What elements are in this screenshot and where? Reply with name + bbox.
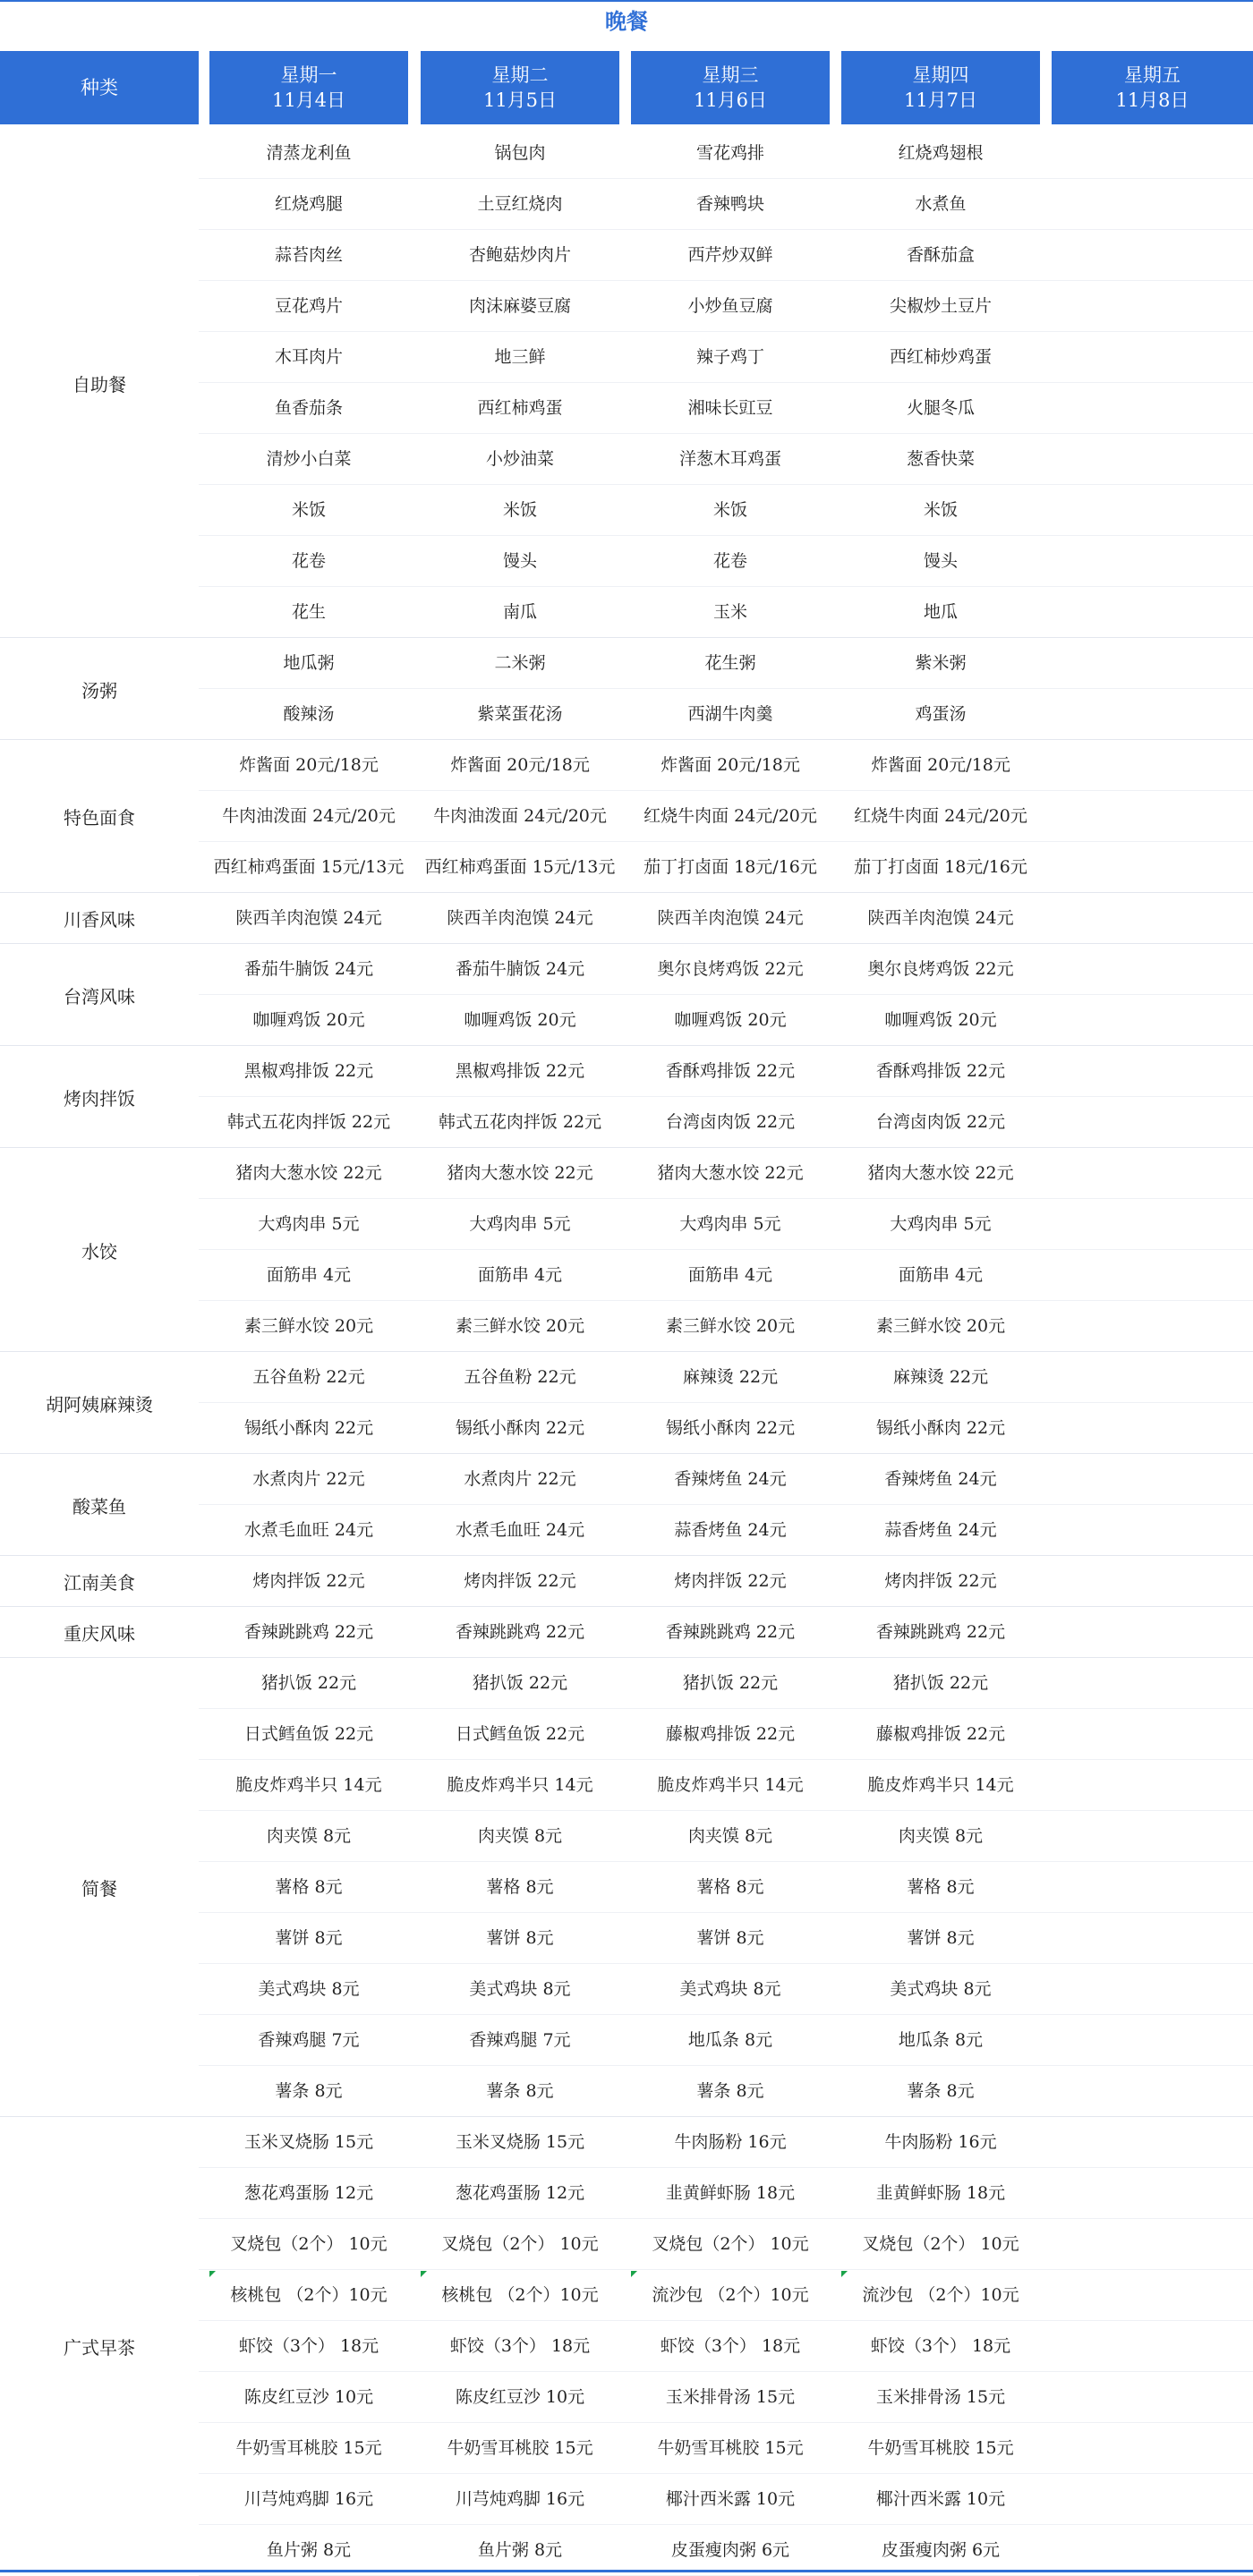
dish-cell: 玉米叉烧肠 15元 [455, 2132, 585, 2152]
dish-cell: 雪花鸡排 [695, 143, 764, 163]
dish-cell: 红烧牛肉面 24元/20元 [644, 806, 817, 826]
dish-cell: 花生 [291, 602, 326, 622]
dish-cell: 韩式五花肉拌饭 22元 [438, 1112, 602, 1132]
dish-cell: 陕西羊肉泡馍 24元 [657, 908, 804, 928]
dish-cell: 台湾卤肉饭 22元 [665, 1112, 796, 1132]
header-weekday: 星期一 [280, 64, 337, 86]
dish-cell: 清炒小白菜 [266, 449, 352, 469]
dish-cell: 叉烧包（2个） 10元 [862, 2234, 1019, 2254]
dish-cell: 水煮肉片 22元 [464, 1469, 576, 1489]
dish-cell: 椰汁西米露 10元 [875, 2489, 1006, 2509]
dish-cell [1046, 995, 1253, 1046]
dish-cell: 蒜苔肉丝 [274, 245, 343, 265]
dish-cell: 薯饼 8元 [907, 1928, 975, 1948]
dish-cell: 脆皮炸鸡半只 14元 [447, 1775, 593, 1795]
dish-cell [1046, 281, 1253, 332]
dish-cell: 叉烧包（2个） 10元 [441, 2234, 599, 2254]
dish-cell: 酸辣汤 [283, 704, 335, 724]
dish-cell: 番茄牛腩饭 24元 [243, 959, 374, 979]
dish-cell: 大鸡肉串 5元 [469, 1214, 571, 1234]
dish-cell [1046, 332, 1253, 383]
dish-cell: 香辣跳跳鸡 22元 [455, 1622, 585, 1642]
dish-cell: 米饭 [291, 500, 326, 520]
dish-cell: 面筋串 4元 [266, 1265, 352, 1285]
dish-cell: 玉米排骨汤 15元 [875, 2387, 1006, 2407]
dish-cell: 米饭 [923, 500, 958, 520]
dish-cell [1046, 485, 1253, 536]
dish-cell: 咖喱鸡饭 20元 [884, 1010, 997, 1030]
dish-cell: 大鸡肉串 5元 [679, 1214, 781, 1234]
dish-cell: 薯饼 8元 [486, 1928, 554, 1948]
dish-cell: 美式鸡块 8元 [679, 1979, 781, 1999]
dish-cell: 脆皮炸鸡半只 14元 [235, 1775, 382, 1795]
dish-cell: 鸡蛋汤 [915, 704, 967, 724]
dish-cell: 红烧鸡翅根 [898, 143, 984, 163]
dish-cell: 五谷鱼粉 22元 [252, 1367, 365, 1387]
dish-cell: 藤椒鸡排饭 22元 [875, 1724, 1006, 1744]
dish-cell: 红烧牛肉面 24元/20元 [854, 806, 1027, 826]
top-rule [0, 0, 1253, 2]
dish-cell: 香辣烤鱼 24元 [674, 1469, 787, 1489]
dish-cell: 水煮毛血旺 24元 [243, 1520, 374, 1540]
dish-cell [1046, 383, 1253, 434]
dish-cell [1046, 2168, 1253, 2219]
dish-cell: 锡纸小酥肉 22元 [243, 1418, 374, 1438]
dish-cell: 西红柿鸡蛋 [477, 398, 563, 418]
dish-cell [1046, 1709, 1253, 1760]
dish-cell: 地瓜条 8元 [898, 2030, 984, 2050]
dish-cell: 地瓜粥 [283, 653, 335, 673]
dish-cell [1046, 230, 1253, 281]
dish-cell: 薯饼 8元 [696, 1928, 764, 1948]
dish-cell: 薯格 8元 [696, 1877, 764, 1897]
dish-cell: 麻辣烫 22元 [892, 1367, 989, 1387]
dish-cell: 锅包肉 [494, 143, 546, 163]
dish-cell: 二米粥 [494, 653, 546, 673]
dish-cell: 面筋串 4元 [898, 1265, 984, 1285]
dish-cell: 薯条 8元 [275, 2081, 343, 2101]
dish-cell [1046, 689, 1253, 740]
dish-cell: 玉米排骨汤 15元 [665, 2387, 796, 2407]
dish-cell [1046, 1607, 1253, 1658]
dish-cell: 小炒鱼豆腐 [687, 296, 773, 316]
dish-cell: 葱花鸡蛋肠 12元 [455, 2183, 585, 2203]
dish-cell: 香酥鸡排饭 22元 [875, 1061, 1006, 1081]
dish-cell: 虾饺（3个） 18元 [870, 2336, 1011, 2356]
dish-cell: 葱香快菜 [906, 449, 975, 469]
dish-cell: 肉沫麻婆豆腐 [468, 296, 571, 316]
dish-cell: 薯条 8元 [696, 2081, 764, 2101]
dish-cell: 韭黄鲜虾肠 18元 [875, 2183, 1006, 2203]
dish-cell [1046, 2321, 1253, 2372]
category-label: 水饺 [81, 1240, 117, 1262]
dish-cell [1046, 1913, 1253, 1964]
dish-cell: 牛奶雪耳桃胶 15元 [867, 2438, 1014, 2458]
dish-cell [1046, 2372, 1253, 2423]
dish-cell: 香辣鸭块 [695, 194, 764, 214]
page-title: 晚餐 [605, 8, 648, 34]
category-label: 自助餐 [72, 373, 126, 395]
dish-cell [1046, 842, 1253, 893]
dish-cell: 薯饼 8元 [275, 1928, 343, 1948]
dish-cell: 烤肉拌饭 22元 [464, 1571, 576, 1591]
dish-cell: 面筋串 4元 [477, 1265, 563, 1285]
dish-cell [1046, 1148, 1253, 1199]
dish-cell: 牛奶雪耳桃胶 15元 [657, 2438, 804, 2458]
dish-cell: 素三鲜水饺 20元 [665, 1316, 796, 1336]
dish-cell [1046, 1454, 1253, 1505]
dish-cell: 川芎炖鸡脚 16元 [455, 2489, 585, 2509]
dish-cell: 香辣鸡腿 7元 [258, 2030, 360, 2050]
dish-cell: 虾饺（3个） 18元 [449, 2336, 591, 2356]
dish-cell: 香辣跳跳鸡 22元 [243, 1622, 374, 1642]
dish-cell [1046, 128, 1253, 179]
dish-cell: 猪扒饭 22元 [472, 1673, 568, 1693]
dish-cell: 香酥茄盒 [906, 245, 975, 265]
dish-cell [1046, 791, 1253, 842]
dish-cell [1046, 638, 1253, 689]
dish-cell: 大鸡肉串 5元 [258, 1214, 360, 1234]
header-day-mon [209, 51, 408, 124]
category-label: 简餐 [81, 1878, 117, 1900]
dish-cell: 土豆红烧肉 [477, 194, 563, 214]
category-label: 重庆风味 [64, 1623, 135, 1645]
dish-cell [1046, 2270, 1253, 2321]
dish-cell: 猪肉大葱水饺 22元 [867, 1163, 1014, 1183]
category-label: 广式早茶 [64, 2337, 135, 2359]
header-day-wed [631, 51, 830, 124]
dish-cell: 薯格 8元 [907, 1877, 975, 1897]
dish-cell [1046, 2066, 1253, 2117]
dish-cell: 韩式五花肉拌饭 22元 [226, 1112, 391, 1132]
dish-cell: 馒头 [502, 551, 537, 571]
dish-cell: 叉烧包（2个） 10元 [230, 2234, 388, 2254]
dish-cell: 西湖牛肉羹 [687, 704, 773, 724]
dish-cell: 地瓜条 8元 [687, 2030, 773, 2050]
dish-cell: 薯条 8元 [907, 2081, 975, 2101]
category-label: 江南美食 [64, 1572, 135, 1594]
dish-cell: 小炒油菜 [485, 449, 554, 469]
dish-cell: 素三鲜水饺 20元 [455, 1316, 585, 1336]
dish-cell: 大鸡肉串 5元 [890, 1214, 992, 1234]
dish-cell: 美式鸡块 8元 [258, 1979, 360, 1999]
dish-cell: 红烧鸡腿 [274, 194, 343, 214]
dish-cell: 牛奶雪耳桃胶 15元 [235, 2438, 382, 2458]
category-label: 特色面食 [64, 807, 135, 829]
dish-cell: 西红柿鸡蛋面 15元/13元 [213, 857, 405, 877]
dish-cell: 皮蛋瘦肉粥 6元 [881, 2540, 1001, 2560]
dish-cell: 馒头 [923, 551, 958, 571]
dish-cell [1046, 1862, 1253, 1913]
dish-cell: 薯格 8元 [486, 1877, 554, 1897]
header-date: 11月6日 [693, 89, 768, 111]
dish-cell: 烤肉拌饭 22元 [252, 1571, 365, 1591]
dish-cell: 清蒸龙利鱼 [266, 143, 352, 163]
dish-cell: 脆皮炸鸡半只 14元 [657, 1775, 804, 1795]
dish-cell: 五谷鱼粉 22元 [464, 1367, 576, 1387]
dish-cell: 川芎炖鸡脚 16元 [243, 2489, 374, 2509]
dish-cell: 核桃包 （2个）10元 [230, 2285, 388, 2305]
dish-cell: 炸酱面 20元/18元 [239, 755, 379, 775]
header-day-thu [841, 51, 1040, 124]
header-date: 11月4日 [271, 89, 346, 111]
dish-cell: 鱼香茄条 [274, 398, 343, 418]
dish-cell: 香辣烤鱼 24元 [884, 1469, 997, 1489]
dish-cell: 陈皮红豆沙 10元 [455, 2387, 585, 2407]
dish-cell: 咖喱鸡饭 20元 [674, 1010, 787, 1030]
dish-cell: 台湾卤肉饭 22元 [875, 1112, 1006, 1132]
category-label: 酸菜鱼 [72, 1495, 126, 1518]
dish-cell: 奥尔良烤鸡饭 22元 [657, 959, 804, 979]
table-header [0, 51, 1253, 124]
dish-cell: 烤肉拌饭 22元 [884, 1571, 997, 1591]
dish-cell [1046, 1352, 1253, 1403]
dish-cell: 韭黄鲜虾肠 18元 [665, 2183, 796, 2203]
dish-cell: 西红柿鸡蛋面 15元/13元 [424, 857, 616, 877]
dish-cell [1046, 2525, 1253, 2576]
dish-cell: 花卷 [291, 551, 326, 571]
header-category-label: 种类 [81, 77, 118, 98]
dish-cell: 炸酱面 20元/18元 [450, 755, 590, 775]
dish-cell: 南瓜 [502, 602, 537, 622]
dish-cell: 玉米叉烧肠 15元 [243, 2132, 374, 2152]
dish-cell: 麻辣烫 22元 [682, 1367, 779, 1387]
category-label: 台湾风味 [64, 985, 135, 1007]
dish-cell: 花卷 [712, 551, 747, 571]
dish-cell: 肉夹馍 8元 [898, 1826, 984, 1846]
dish-cell: 水煮肉片 22元 [252, 1469, 365, 1489]
dish-cell: 锡纸小酥肉 22元 [875, 1418, 1006, 1438]
dish-cell [1046, 1811, 1253, 1862]
category-label: 胡阿姨麻辣烫 [46, 1393, 153, 1416]
dish-cell: 西红柿炒鸡蛋 [889, 347, 992, 367]
dish-cell: 日式鳕鱼饭 22元 [455, 1724, 585, 1744]
dish-cell [1046, 1199, 1253, 1250]
dish-cell: 椰汁西米露 10元 [665, 2489, 796, 2509]
dish-cell: 洋葱木耳鸡蛋 [678, 449, 781, 469]
dish-cell: 杏鲍菇炒肉片 [468, 245, 571, 265]
dish-cell: 炸酱面 20元/18元 [871, 755, 1010, 775]
dish-cell: 炸酱面 20元/18元 [661, 755, 800, 775]
dish-cell: 猪肉大葱水饺 22元 [235, 1163, 382, 1183]
dish-cell: 香辣跳跳鸡 22元 [875, 1622, 1006, 1642]
dish-cell: 牛奶雪耳桃胶 15元 [447, 2438, 593, 2458]
dish-cell: 蒜香烤鱼 24元 [884, 1520, 997, 1540]
dish-cell: 流沙包 （2个）10元 [862, 2285, 1019, 2305]
dish-cell [1046, 1097, 1253, 1148]
dish-cell [1046, 893, 1253, 944]
header-date: 11月7日 [903, 89, 978, 111]
dish-cell: 猪扒饭 22元 [682, 1673, 779, 1693]
dish-cell: 香辣鸡腿 7元 [469, 2030, 571, 2050]
dish-cell [1046, 587, 1253, 638]
dish-cell: 鱼片粥 8元 [477, 2540, 563, 2560]
category-label: 汤粥 [81, 679, 117, 701]
dish-cell [1046, 1964, 1253, 2015]
dish-cell: 奥尔良烤鸡饭 22元 [867, 959, 1014, 979]
dish-cell [1046, 536, 1253, 587]
dish-cell [1046, 1403, 1253, 1454]
dish-cell [1046, 2474, 1253, 2525]
dish-cell: 紫米粥 [915, 653, 967, 673]
dish-cell: 陕西羊肉泡馍 24元 [235, 908, 382, 928]
dish-cell: 地三鲜 [494, 347, 546, 367]
dish-cell: 花生粥 [704, 653, 756, 673]
dish-cell: 虾饺（3个） 18元 [238, 2336, 379, 2356]
header-weekday: 星期二 [491, 64, 549, 86]
dish-cell [1046, 1046, 1253, 1097]
dish-cell: 香辣跳跳鸡 22元 [665, 1622, 796, 1642]
dish-cell [1046, 740, 1253, 791]
dish-cell: 地瓜 [923, 602, 958, 622]
comment-marker-icon [631, 2271, 637, 2277]
dish-cell: 茄丁打卤面 18元/16元 [854, 857, 1027, 877]
dish-cell: 猪扒饭 22元 [260, 1673, 357, 1693]
dish-cell: 西芹炒双鲜 [687, 245, 773, 265]
dish-cell [1046, 2219, 1253, 2270]
dish-cell: 叉烧包（2个） 10元 [652, 2234, 809, 2254]
dish-cell: 牛肉油泼面 24元/20元 [433, 806, 607, 826]
dish-cell: 玉米 [712, 602, 747, 622]
dish-cell: 米饭 [502, 500, 537, 520]
dish-cell: 紫菜蛋花汤 [477, 704, 563, 724]
category-label: 烤肉拌饭 [64, 1087, 135, 1109]
dish-cell: 猪肉大葱水饺 22元 [447, 1163, 593, 1183]
dish-cell: 虾饺（3个） 18元 [660, 2336, 801, 2356]
header-date: 11月8日 [1115, 89, 1189, 111]
comment-marker-icon [841, 2271, 848, 2277]
dish-cell: 蒜香烤鱼 24元 [674, 1520, 787, 1540]
dish-cell: 锡纸小酥肉 22元 [455, 1418, 585, 1438]
category-label: 川香风味 [64, 909, 135, 931]
dish-cell: 藤椒鸡排饭 22元 [665, 1724, 796, 1744]
dish-cell: 素三鲜水饺 20元 [243, 1316, 374, 1336]
header-day-fri [1052, 51, 1253, 124]
dish-cell: 陈皮红豆沙 10元 [243, 2387, 374, 2407]
header-weekday: 星期五 [1124, 64, 1181, 86]
dish-cell [1046, 2015, 1253, 2066]
header-day-tue [421, 51, 619, 124]
dish-cell: 水煮毛血旺 24元 [455, 1520, 585, 1540]
dish-cell: 美式鸡块 8元 [890, 1979, 992, 1999]
dish-cell [1046, 434, 1253, 485]
dish-cell: 锡纸小酥肉 22元 [665, 1418, 796, 1438]
dish-cell: 素三鲜水饺 20元 [875, 1316, 1006, 1336]
dish-cell: 猪扒饭 22元 [892, 1673, 989, 1693]
dish-cell: 脆皮炸鸡半只 14元 [867, 1775, 1014, 1795]
dish-cell: 鱼片粥 8元 [266, 2540, 352, 2560]
dish-cell [1046, 1505, 1253, 1556]
header-date: 11月5日 [482, 89, 558, 111]
dish-cell: 陕西羊肉泡馍 24元 [867, 908, 1014, 928]
dish-cell [1046, 944, 1253, 995]
dish-cell: 肉夹馍 8元 [687, 1826, 773, 1846]
dish-cell: 茄丁打卤面 18元/16元 [644, 857, 817, 877]
dish-cell [1046, 1556, 1253, 1607]
dish-cell: 皮蛋瘦肉粥 6元 [670, 2540, 790, 2560]
dish-cell: 辣子鸡丁 [695, 347, 764, 367]
dish-cell [1046, 1250, 1253, 1301]
dish-cell: 咖喱鸡饭 20元 [464, 1010, 576, 1030]
dish-cell [1046, 179, 1253, 230]
dish-cell: 尖椒炒土豆片 [889, 296, 992, 316]
dish-cell: 面筋串 4元 [687, 1265, 773, 1285]
dish-cell: 牛肉油泼面 24元/20元 [222, 806, 396, 826]
dish-cell: 香酥鸡排饭 22元 [665, 1061, 796, 1081]
dish-cell: 黑椒鸡排饭 22元 [243, 1061, 374, 1081]
dish-cell: 木耳肉片 [274, 347, 343, 367]
dish-cell: 番茄牛腩饭 24元 [455, 959, 585, 979]
dish-cell: 肉夹馍 8元 [266, 1826, 352, 1846]
dish-cell: 米饭 [712, 500, 747, 520]
dish-cell [1046, 1301, 1253, 1352]
dish-cell: 牛肉肠粉 16元 [674, 2132, 787, 2152]
dish-cell: 湘味长豇豆 [687, 398, 773, 418]
dish-cell: 水煮鱼 [915, 194, 967, 214]
dish-cell: 陕西羊肉泡馍 24元 [447, 908, 593, 928]
dish-cell [1046, 1760, 1253, 1811]
dish-cell: 葱花鸡蛋肠 12元 [243, 2183, 374, 2203]
dish-cell: 猪肉大葱水饺 22元 [657, 1163, 804, 1183]
dish-cell [1046, 2423, 1253, 2474]
dish-cell [1046, 2117, 1253, 2168]
dish-cell: 咖喱鸡饭 20元 [252, 1010, 365, 1030]
dish-cell [1046, 1658, 1253, 1709]
dish-cell: 日式鳕鱼饭 22元 [243, 1724, 374, 1744]
dish-cell: 薯格 8元 [275, 1877, 343, 1897]
dish-cell: 核桃包 （2个）10元 [441, 2285, 599, 2305]
comment-marker-icon [421, 2271, 427, 2277]
dish-cell: 肉夹馍 8元 [477, 1826, 563, 1846]
dish-cell: 薯条 8元 [486, 2081, 554, 2101]
dish-cell: 豆花鸡片 [274, 296, 343, 316]
dish-cell: 牛肉肠粉 16元 [884, 2132, 997, 2152]
header-category [0, 51, 199, 124]
header-weekday: 星期四 [912, 64, 969, 86]
dish-cell: 美式鸡块 8元 [469, 1979, 571, 1999]
dish-cell: 烤肉拌饭 22元 [674, 1571, 787, 1591]
dish-cell: 黑椒鸡排饭 22元 [455, 1061, 585, 1081]
dish-cell: 流沙包 （2个）10元 [652, 2285, 809, 2305]
header-weekday: 星期三 [702, 64, 759, 86]
dish-cell: 火腿冬瓜 [906, 398, 975, 418]
comment-marker-icon [209, 2271, 216, 2277]
